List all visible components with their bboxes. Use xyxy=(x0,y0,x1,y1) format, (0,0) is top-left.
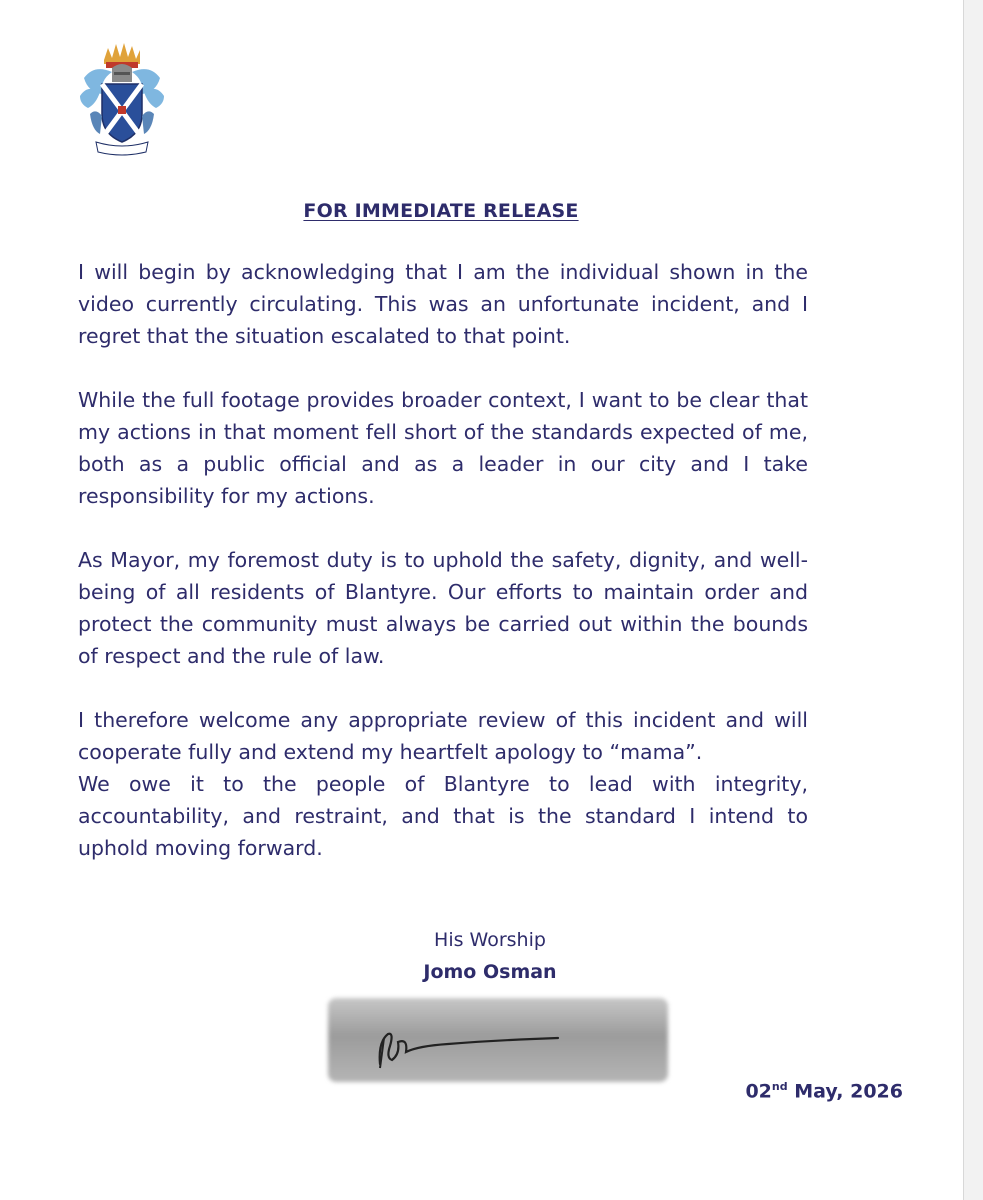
paragraph-5: We owe it to the people of Blantyre to lead with integrity, accountability, and restraint, and that is the standard I intend to uphold moving forward. xyxy=(78,772,808,860)
coat-of-arms-icon xyxy=(74,38,170,156)
paragraph-3: As Mayor, my foremost duty is to uphold the safety, dignity, and well-being of all residents of Blantyre. Our efforts to maintain order and protect the community must always be carried out within the bounds of respect and the rule of law. xyxy=(78,548,808,668)
date-day: 02 xyxy=(745,1080,772,1103)
release-heading: FOR IMMEDIATE RELEASE xyxy=(303,200,579,222)
signatory-title: His Worship xyxy=(434,929,546,951)
release-date xyxy=(745,1080,903,1102)
date-suffix: nd xyxy=(771,1080,788,1093)
letter-body xyxy=(78,256,808,896)
paragraph-4: I therefore welcome any appropriate review of this incident and will cooperate fully and extend my heartfelt apology to “mama”. xyxy=(78,708,808,764)
signature-image xyxy=(328,998,668,1082)
date-rest: May, 2026 xyxy=(787,1080,903,1103)
paragraph-2: While the full footage provides broader context, I want to be clear that my actions in that moment fell short of the standards expected of me, both as a public official and as a leader in our city and I take responsibility for my actions. xyxy=(78,388,808,508)
signature-block xyxy=(290,924,690,988)
signatory-name: Jomo Osman xyxy=(423,961,557,983)
paragraph-1: I will begin by acknowledging that I am the individual shown in the video currently circulating. This was an unfortunate incident, and I regret that the situation escalated to that point. xyxy=(78,260,808,348)
